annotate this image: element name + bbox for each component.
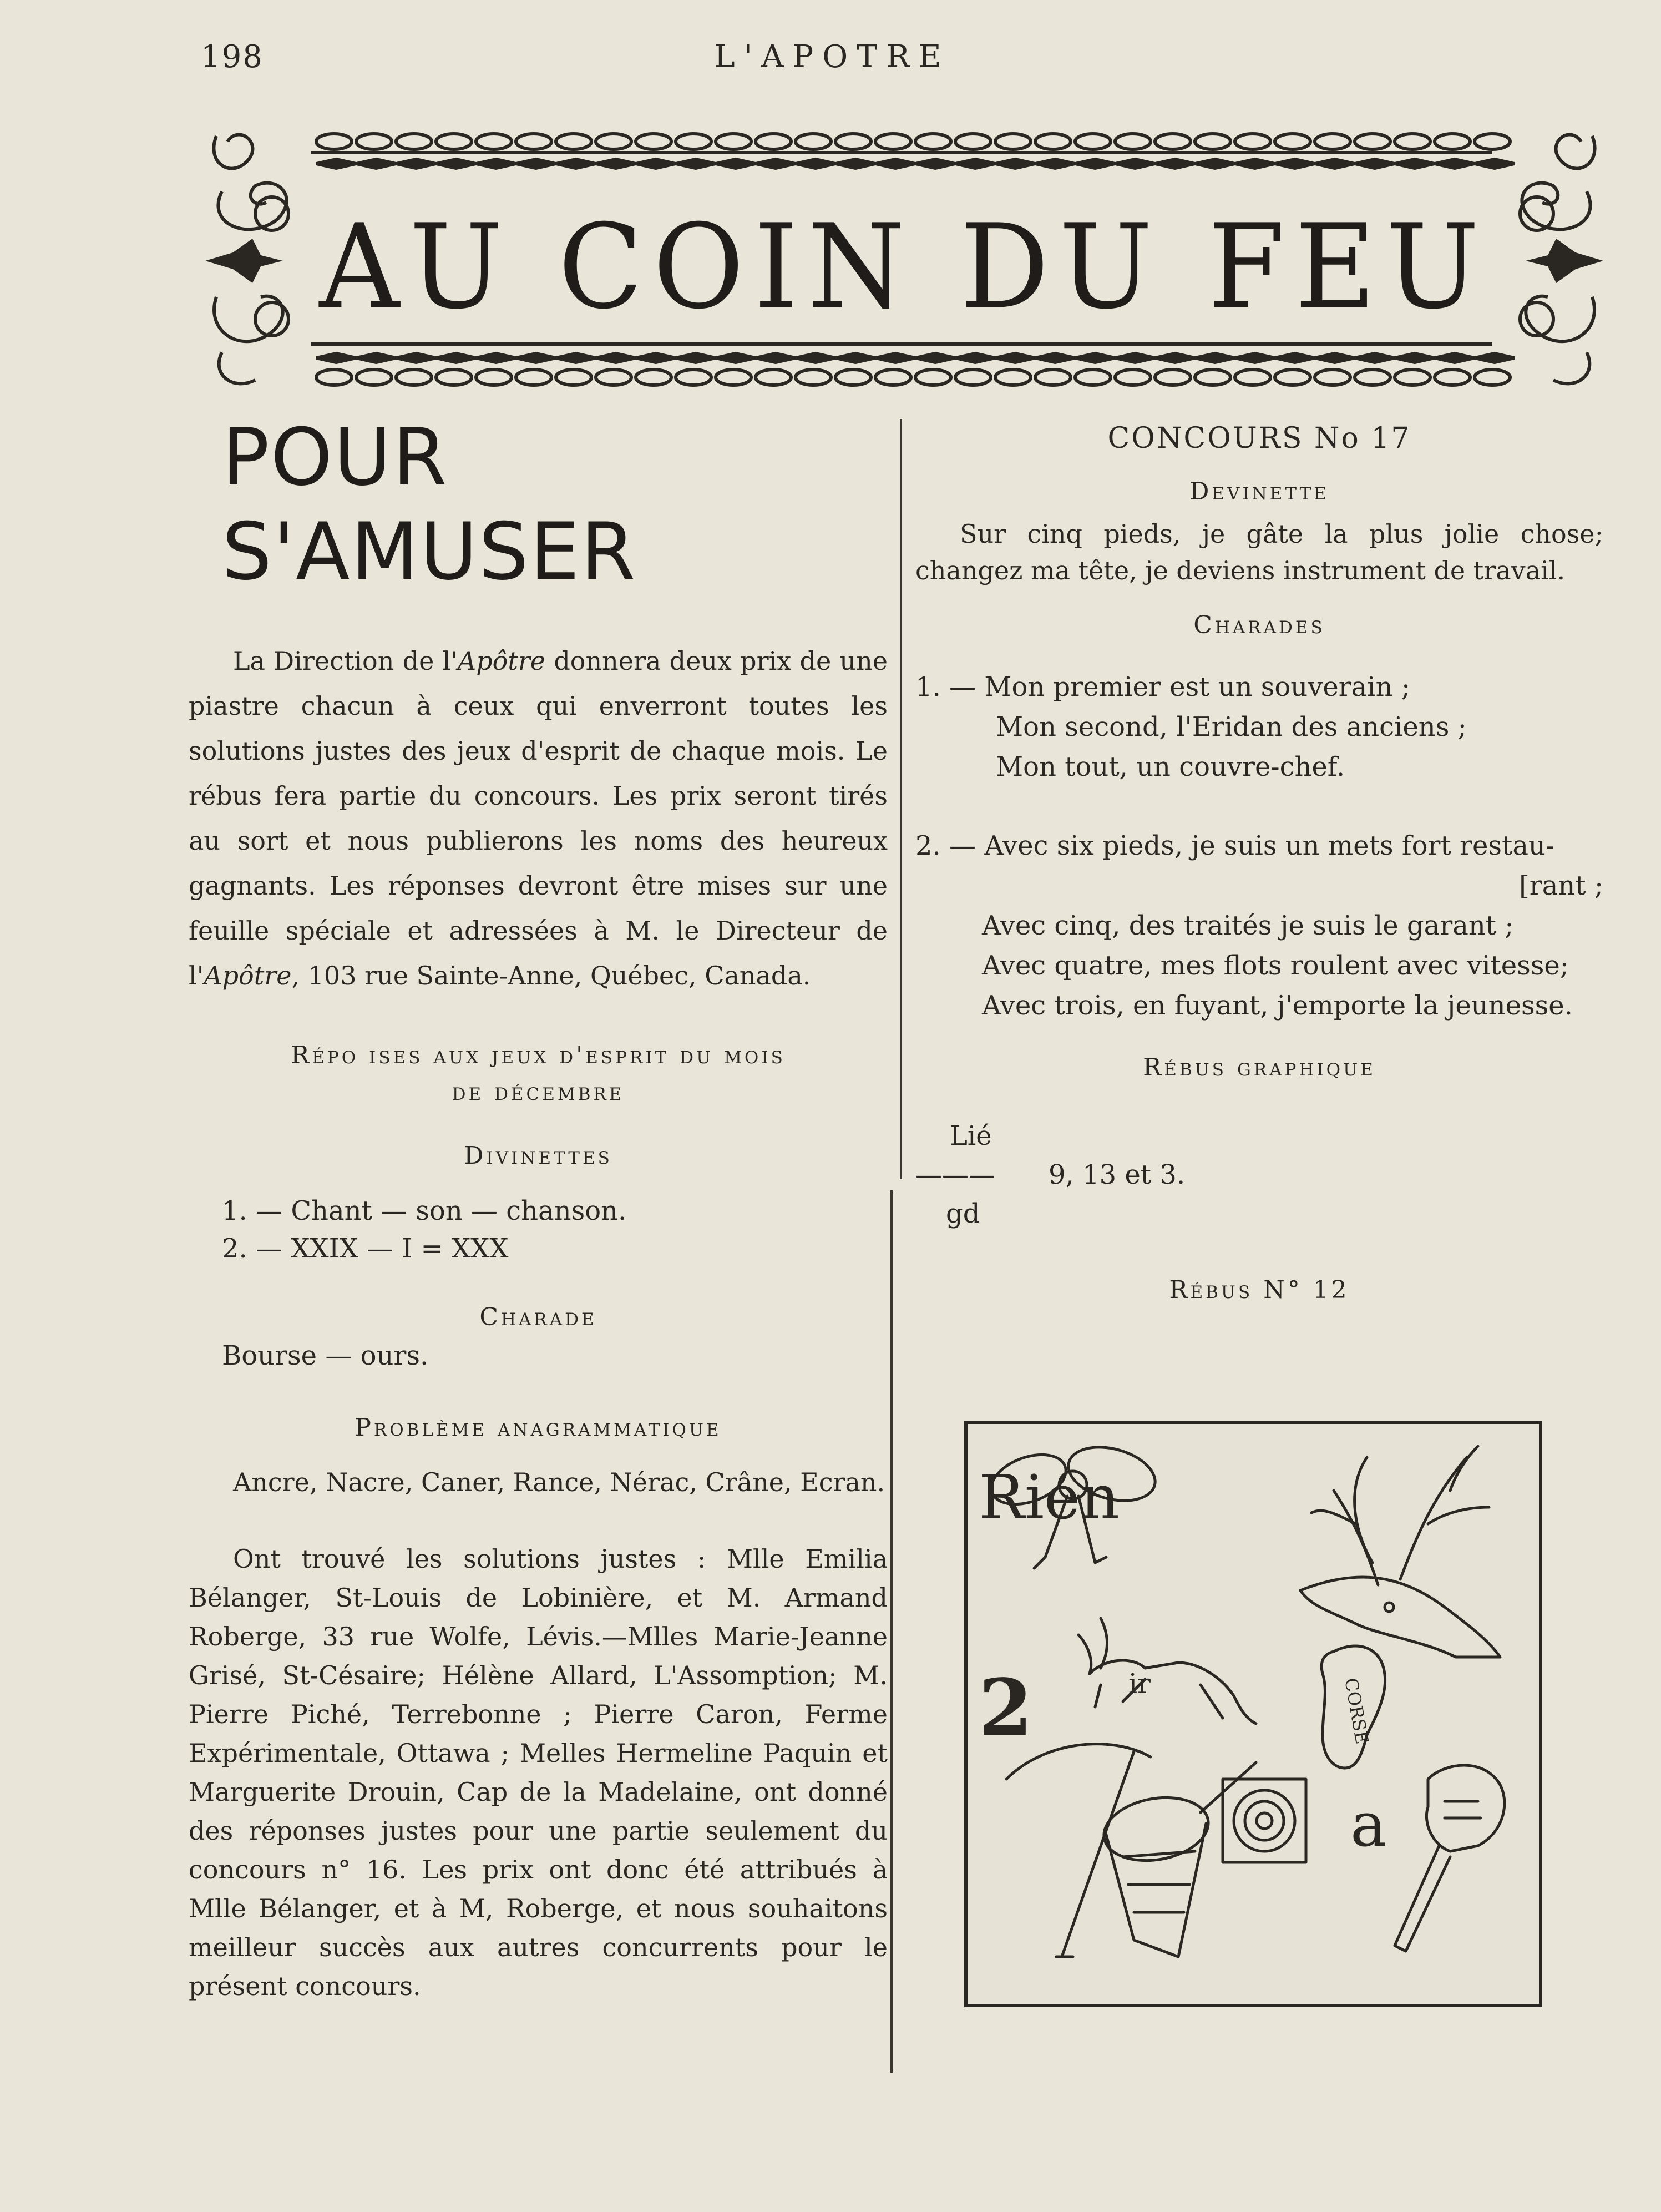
rebus-illustration	[964, 1421, 1542, 2007]
charades-heading: Charades	[1193, 611, 1325, 639]
rebus-label-two: 2	[979, 1663, 1033, 1754]
hare-icon	[1078, 1618, 1256, 1724]
rebus-graphique	[915, 1120, 1603, 1248]
charade-line: Avec trois, en fuyant, j'emporte la jeunesse.	[982, 990, 1573, 1021]
bottom-chain	[316, 353, 1515, 385]
divinettes-list	[189, 1192, 888, 1267]
rebus-label-corse: CORSE	[1340, 1676, 1373, 1746]
rebus-graphique-dash: ———	[915, 1159, 995, 1190]
net-icon	[1099, 1762, 1256, 1957]
charade-line: [rant ;	[1519, 870, 1603, 901]
charade-line: Mon tout, un couvre-chef.	[996, 751, 1345, 782]
charade-line: Avec cinq, des traités je suis le garant ;	[982, 910, 1514, 941]
intro-paragraph: La Direction de l'Apôtre donnera deux prix de une piastre chacun à ceux qui enverront toutes les solutions justes des jeux d'esprit de chaque mois. Le rébus fera partie du concours. Les prix seront tirés au sort et nous publierons les noms des heureux gagnants. Les réponses devront être mises sur une feuille spéciale et adressées à M. le Directeur de l'Apôtre, 103 rue Sainte-Anne, Québec, Canada.	[189, 645, 888, 991]
probleme-heading: Problème anagrammatique	[355, 1413, 722, 1442]
page-number: 198	[201, 39, 264, 75]
target-icon	[1223, 1779, 1306, 1862]
charade-answer: Bourse — ours.	[222, 1340, 429, 1371]
left-column	[189, 411, 888, 2006]
rebus-graphique-heading: Rébus graphique	[1143, 1053, 1376, 1082]
concours-heading: CONCOURS No 17	[1107, 422, 1411, 455]
banner-title: AU COIN DU FEU	[319, 199, 1490, 335]
devinette-text: Sur cinq pieds, je gâte la plus jolie chose; changez ma tête, je deviens instrument de travail.	[915, 519, 1603, 585]
charade-line: 2. — Avec six pieds, je suis un mets fort restau-	[915, 830, 1555, 861]
answers-heading: Répo ises aux jeux d'esprit du mois de décembre	[291, 1041, 786, 1106]
running-head: L'APOTRE	[714, 39, 950, 75]
winners-paragraph: Ont trouvé les solutions justes : Mlle Emilia Bélanger, St-Louis de Lobinière, et M. Armand Roberge, 33 rue Wolfe, Lévis.—Mlles Marie-Jeanne Grisé, St-Césaire; Hélène Allard, L'Assomption; M. Pierre Piché, Terrebonne ; Pierre Caron, Ferme Expérimentale, Ottawa ; Melles Hermeline Paquin et Marguerite Drouin, Cap de la Madelaine, ont donné des réponses justes pour une partie seulement du concours n° 16. Les prix ont donc été attribués à Mlle Bélanger, et à M, Roberge, et nous souhaitons meilleur succès aux autres concurrents pour le présent concours.	[189, 1543, 888, 2001]
probleme-answer: Ancre, Nacre, Caner, Rance, Nérac, Crâne, Ecran.	[233, 1467, 885, 1497]
divinettes-heading: Divinettes	[464, 1141, 612, 1170]
section-title: POUR S'AMUSER	[222, 412, 637, 598]
rebus-label-ir: ir	[1128, 1668, 1151, 1700]
charade-line: Mon second, l'Eridan des anciens ;	[996, 711, 1467, 743]
rebus-graphique-top: Lié	[950, 1120, 992, 1152]
rebus-drawing	[968, 1424, 1539, 2004]
deer-head-icon	[1300, 1446, 1500, 1657]
charade-1	[915, 667, 1603, 787]
rebus12-heading: Rébus N° 12	[1169, 1276, 1350, 1304]
list-item: 2. — XXIX — I = XXX	[222, 1233, 509, 1264]
charade-line: 1. — Mon premier est un souverain ;	[915, 671, 1410, 703]
column-divider	[890, 1190, 893, 2073]
column-divider	[900, 419, 902, 1179]
rebus-label-a: a	[1350, 1789, 1387, 1860]
charade-line: Avec quatre, mes flots roulent avec vitesse;	[982, 950, 1569, 981]
section-banner	[200, 114, 1609, 408]
devinette-heading: Devinette	[1189, 477, 1329, 506]
rebus-label-rien: Rien	[979, 1462, 1120, 1533]
right-column	[915, 411, 1603, 1304]
charade-2	[915, 826, 1603, 1026]
list-item: 1. — Chant — son — chanson.	[222, 1195, 627, 1226]
rebus-graphique-bottom: gd	[946, 1198, 980, 1229]
rebus-graphique-numbers: 9, 13 et 3.	[1049, 1159, 1186, 1190]
charade-heading: Charade	[479, 1302, 597, 1331]
hand-icon	[1395, 1765, 1505, 1951]
